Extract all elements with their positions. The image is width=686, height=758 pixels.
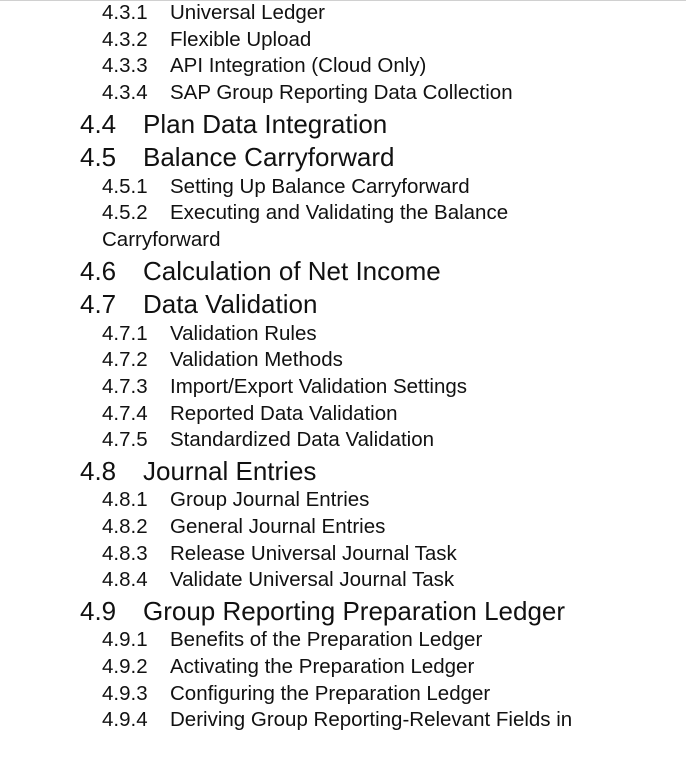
section-number: 4.8.3: [102, 542, 148, 565]
section-title: Reported Data Validation: [170, 402, 398, 425]
section-title: Validation Rules: [170, 322, 317, 345]
section-title: Benefits of the Preparation Ledger: [170, 628, 483, 651]
toc-entry-4-9[interactable]: [80, 595, 565, 627]
section-number: 4.3.4: [102, 81, 148, 104]
toc-entry-4-8-2[interactable]: [102, 514, 385, 540]
section-title: Standardized Data Validation: [170, 428, 435, 451]
section-title: Flexible Upload: [170, 28, 312, 51]
section-title: Validate Universal Journal Task: [170, 568, 455, 591]
section-number: 4.3.1: [102, 1, 148, 24]
section-number: 4.9.1: [102, 628, 148, 651]
toc-entry-4-9-1[interactable]: [102, 627, 482, 653]
section-number: 4.6: [80, 256, 117, 286]
toc-entry-4-5[interactable]: [80, 141, 394, 173]
section-number: 4.4: [80, 109, 117, 139]
section-number: 4.5.2: [102, 201, 148, 224]
section-number: 4.7: [80, 289, 117, 319]
section-number: 4.8.4: [102, 568, 148, 591]
section-title: API Integration (Cloud Only): [170, 54, 427, 77]
toc-entry-4-9-2[interactable]: [102, 654, 474, 680]
section-title: Executing and Validating the Balance: [170, 201, 509, 224]
toc-entry-4-5-2[interactable]: [102, 200, 508, 226]
section-title: Balance Carryforward: [143, 142, 395, 172]
toc-entry-4-9-4[interactable]: [102, 707, 572, 733]
section-title: General Journal Entries: [170, 515, 386, 538]
section-title: Deriving Group Reporting-Relevant Fields in: [170, 708, 573, 731]
toc-entry-4-8-3[interactable]: [102, 541, 457, 567]
toc-entry-4-8-4[interactable]: [102, 567, 454, 593]
toc-entry-4-7-3[interactable]: [102, 374, 467, 400]
section-title: Configuring the Preparation Ledger: [170, 682, 491, 705]
section-title: Release Universal Journal Task: [170, 542, 457, 565]
toc-entry-4-8-1[interactable]: [102, 487, 369, 513]
toc-entry-4-5-2-continuation[interactable]: Carryforward: [102, 228, 221, 251]
section-title: Data Validation: [143, 289, 318, 319]
section-title: Group Journal Entries: [170, 488, 370, 511]
section-title: Plan Data Integration: [143, 109, 388, 139]
section-number: 4.5: [80, 142, 117, 172]
toc-entry-4-6[interactable]: [80, 255, 441, 287]
section-number: 4.7.3: [102, 375, 148, 398]
toc-entry-4-7-5[interactable]: [102, 427, 434, 453]
section-number: 4.7.1: [102, 322, 148, 345]
section-number: 4.3.2: [102, 28, 148, 51]
section-title: Validation Methods: [170, 348, 343, 371]
toc-entry-4-7-4[interactable]: [102, 401, 398, 427]
section-title: Universal Ledger: [170, 1, 325, 24]
section-title: Group Reporting Preparation Ledger: [143, 596, 566, 626]
toc-entry-4-3-1[interactable]: [102, 0, 325, 26]
toc-entry-4-8[interactable]: [80, 455, 316, 487]
section-title: SAP Group Reporting Data Collection: [170, 81, 513, 104]
toc-entry-4-7-1[interactable]: [102, 321, 317, 347]
section-title: Setting Up Balance Carryforward: [170, 175, 470, 198]
section-number: 4.9.2: [102, 655, 148, 678]
section-number: 4.7.5: [102, 428, 148, 451]
toc-entry-4-7-2[interactable]: [102, 347, 343, 373]
section-number: 4.8.2: [102, 515, 148, 538]
toc-entry-4-7[interactable]: [80, 288, 317, 320]
section-number: 4.9.3: [102, 682, 148, 705]
toc-entry-4-3-4[interactable]: [102, 80, 513, 106]
section-number: 4.3.3: [102, 54, 148, 77]
toc-entry-4-4[interactable]: [80, 108, 387, 140]
section-number: 4.7.4: [102, 402, 148, 425]
section-title: Journal Entries: [143, 456, 317, 486]
section-number: 4.9: [80, 596, 117, 626]
toc-entry-4-5-1[interactable]: [102, 174, 470, 200]
section-title: Activating the Preparation Ledger: [170, 655, 475, 678]
section-number: 4.8.1: [102, 488, 148, 511]
section-number: 4.9.4: [102, 708, 148, 731]
toc-entry-4-3-3[interactable]: [102, 53, 426, 79]
section-title: Calculation of Net Income: [143, 256, 441, 286]
section-number: 4.8: [80, 456, 117, 486]
section-number: 4.5.1: [102, 175, 148, 198]
section-title: Import/Export Validation Settings: [170, 375, 468, 398]
toc-entry-4-9-3[interactable]: [102, 681, 490, 707]
section-number: 4.7.2: [102, 348, 148, 371]
toc-entry-4-3-2[interactable]: [102, 27, 311, 53]
